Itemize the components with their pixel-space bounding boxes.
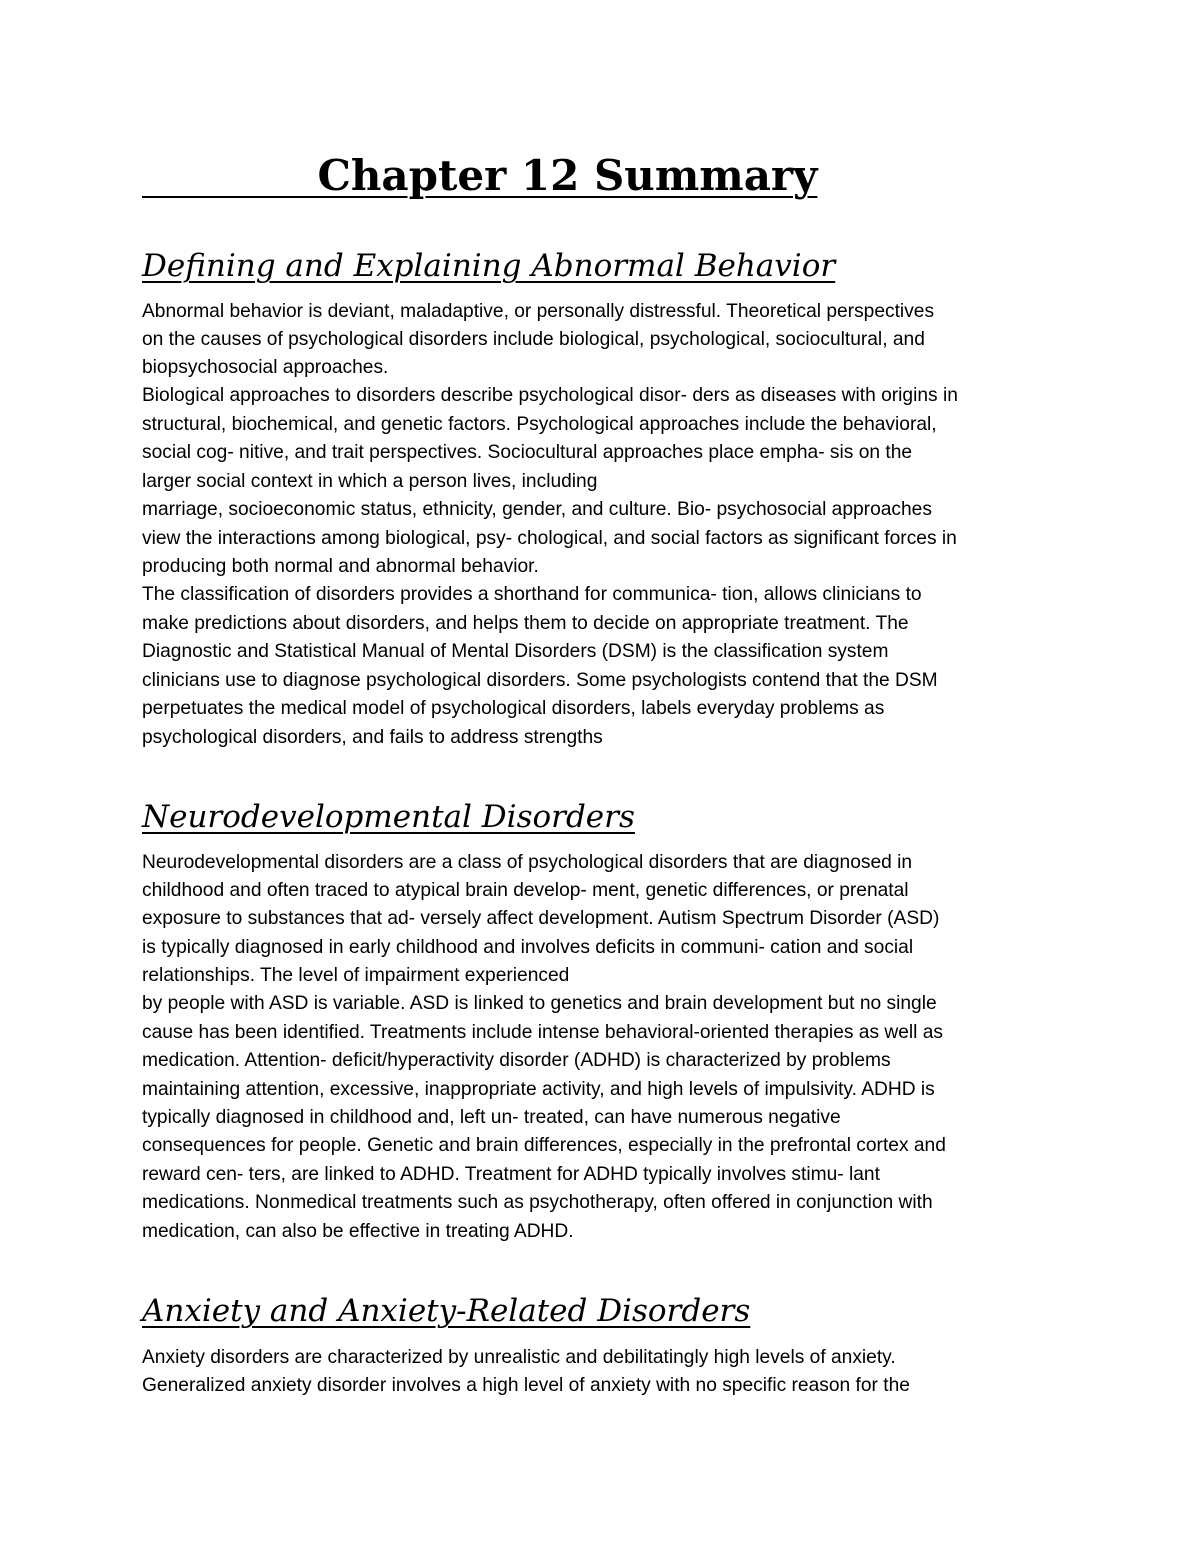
paragraph-line: cause has been identified. Treatments include intense behavioral-oriented therapies as well as	[142, 1022, 944, 1043]
paragraph-line: Abnormal behavior is deviant, maladaptive, or personally distressful. Theoretical perspectives	[142, 301, 935, 322]
paragraph-line: relationships. The level of impairment experienced	[142, 965, 570, 986]
paragraph-line: The classification of disorders provides a shorthand for communica- tion, allows clinicians to	[142, 584, 922, 605]
paragraph-line: clinicians use to diagnose psychological disorders. Some psychologists contend that the DSM	[142, 670, 938, 691]
paragraph-line: perpetuates the medical model of psychological disorders, labels everyday problems as	[142, 698, 885, 719]
paragraph-line: Biological approaches to disorders describe psychological disor- ders as diseases with origins in	[142, 385, 958, 406]
section-heading: Defining and Explaining Abnormal Behavior	[142, 248, 836, 284]
paragraph-line: medication. Attention- deficit/hyperactivity disorder (ADHD) is characterized by problems	[142, 1050, 891, 1071]
paragraph-line: make predictions about disorders, and helps them to decide on appropriate treatment. The	[142, 613, 909, 634]
paragraph-line: producing both normal and abnormal behavior.	[142, 556, 539, 577]
paragraph-line: biopsychosocial approaches.	[142, 357, 389, 378]
paragraph-line: consequences for people. Genetic and brain differences, especially in the prefrontal cortex and	[142, 1135, 946, 1156]
paragraph-line: psychological disorders, and fails to address strengths	[142, 727, 603, 748]
paragraph-line: is typically diagnosed in early childhood and involves deficits in communi- cation and social	[142, 937, 914, 958]
section-heading: Anxiety and Anxiety-Related Disorders	[142, 1293, 751, 1329]
paragraph-line: view the interactions among biological, psy- chological, and social factors as significant forces in	[142, 528, 957, 549]
paragraph-line: Neurodevelopmental disorders are a class of psychological disorders that are diagnosed in	[142, 852, 913, 873]
paragraph-line: Anxiety disorders are characterized by unrealistic and debilitatingly high levels of anxiety.	[142, 1347, 896, 1368]
paragraph-line: childhood and often traced to atypical brain develop- ment, genetic differences, or prenatal	[142, 880, 909, 901]
paragraph-line: medication, can also be effective in treating ADHD.	[142, 1221, 574, 1242]
paragraph-line: maintaining attention, excessive, inappropriate activity, and high levels of impulsivity. ADHD is	[142, 1079, 935, 1100]
paragraph-line: Diagnostic and Statistical Manual of Mental Disorders (DSM) is the classification system	[142, 641, 889, 662]
paragraph-line: larger social context in which a person lives, including	[142, 471, 598, 492]
paragraph-line: reward cen- ters, are linked to ADHD. Treatment for ADHD typically involves stimu- lant	[142, 1164, 880, 1185]
paragraph-line: by people with ASD is variable. ASD is linked to genetics and brain development but no single	[142, 993, 937, 1014]
paragraph-line: typically diagnosed in childhood and, left un- treated, can have numerous negative	[142, 1107, 841, 1128]
paragraph-line: on the causes of psychological disorders include biological, psychological, sociocultural, and	[142, 329, 925, 350]
section-heading: Neurodevelopmental Disorders	[142, 799, 635, 835]
page-title: Chapter 12 Summary	[142, 151, 818, 200]
paragraph-line: social cog- nitive, and trait perspectives. Sociocultural approaches place empha- sis on the	[142, 442, 913, 463]
paragraph-line: exposure to substances that ad- versely affect development. Autism Spectrum Disorder (ASD)	[142, 908, 940, 929]
paragraph-line: structural, biochemical, and genetic factors. Psychological approaches include the behavioral,	[142, 414, 937, 435]
paragraph-line: marriage, socioeconomic status, ethnicity, gender, and culture. Bio- psychosocial approaches	[142, 499, 932, 520]
paragraph-line: Generalized anxiety disorder involves a high level of anxiety with no specific reason for the	[142, 1375, 910, 1396]
paragraph-line: medications. Nonmedical treatments such as psychotherapy, often offered in conjunction with	[142, 1192, 933, 1213]
